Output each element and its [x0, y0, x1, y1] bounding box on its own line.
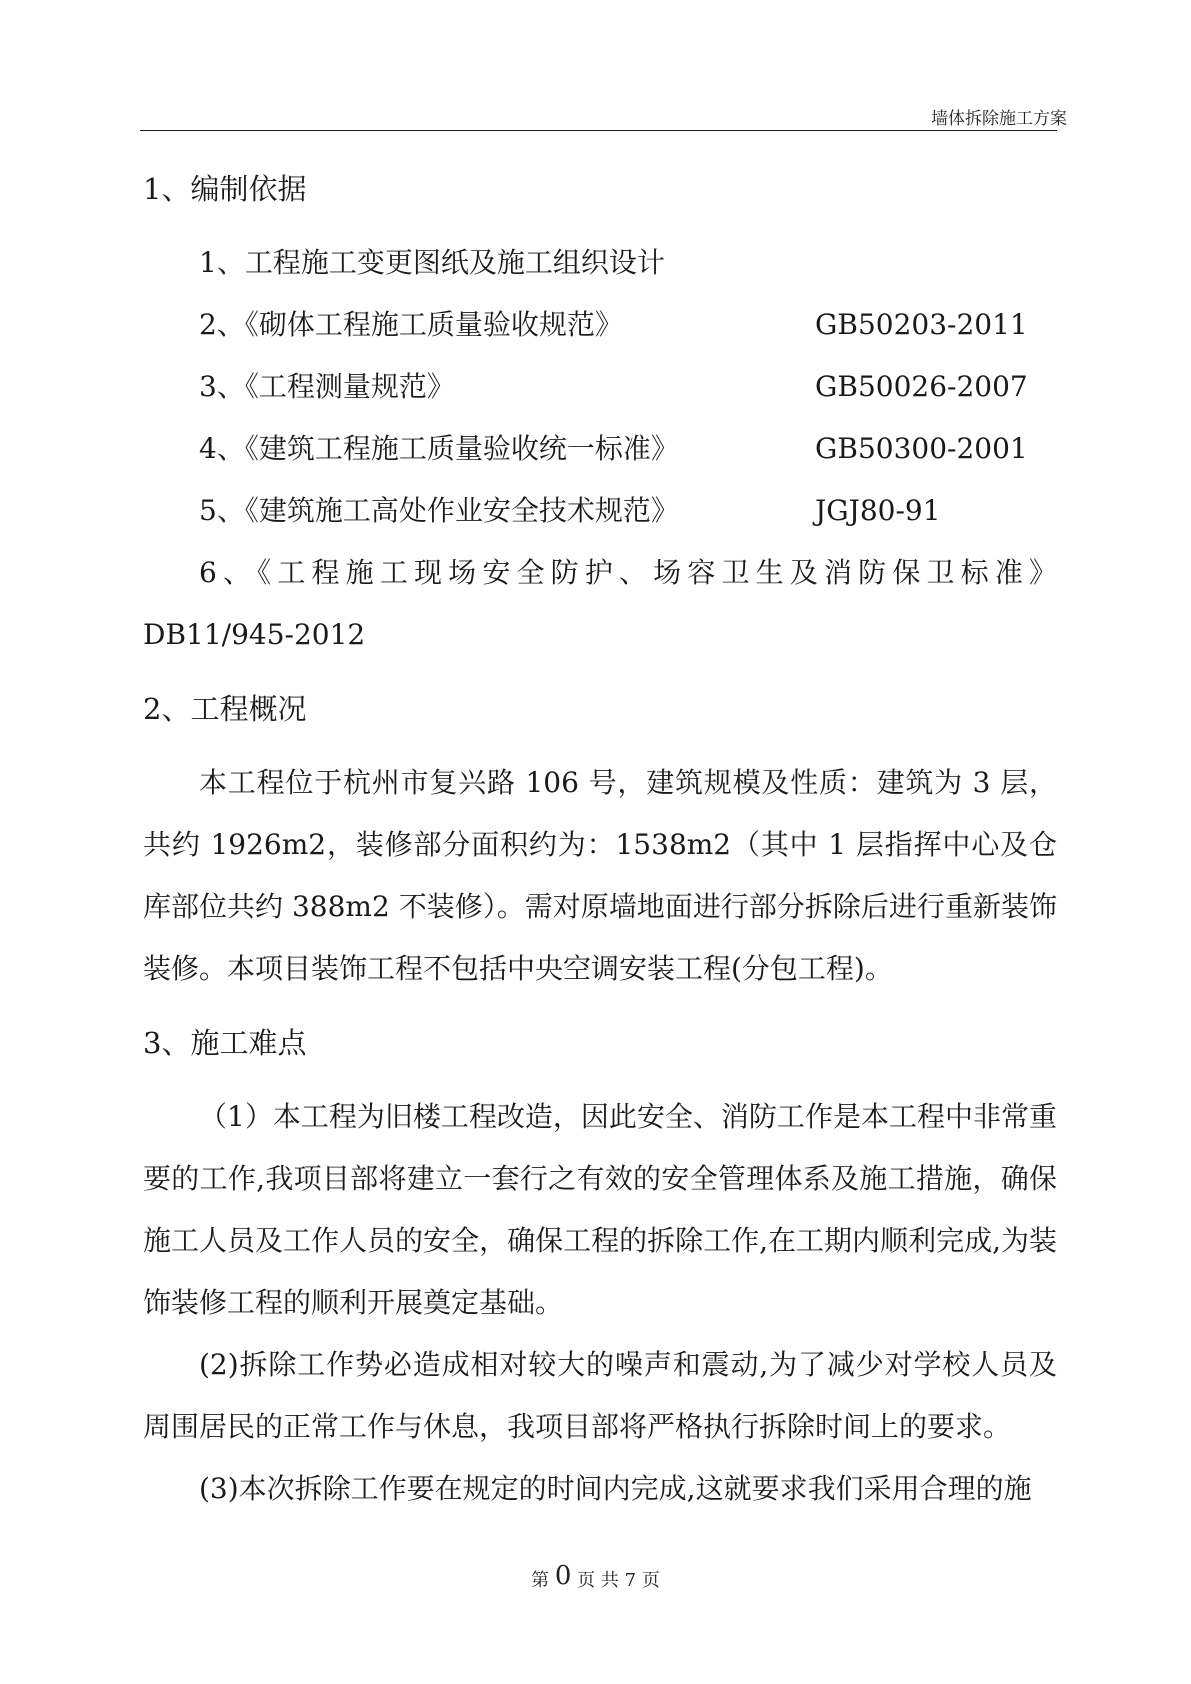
footer-total-pages: 7 — [624, 1570, 637, 1591]
footer-suffix: 页 — [641, 1570, 660, 1591]
footer-middle: 页 共 — [577, 1570, 619, 1591]
basis-item-title: 3、《工程测量规范》 — [199, 370, 455, 403]
basis-item-code: GB50203-2011 — [815, 308, 1028, 341]
page-header-title: 墙体拆除施工方案 — [931, 109, 1067, 129]
basis-item-code: GB50026-2007 — [815, 370, 1028, 403]
basis-item-code: GB50300-2001 — [815, 432, 1028, 465]
basis-item-code: JGJ80-91 — [815, 494, 941, 527]
basis-item-6-title: 6、《工程施工现场安全防护、场容卫生及消防保卫标准》 — [199, 556, 1057, 589]
basis-item-2 — [143, 294, 1057, 356]
basis-item-title: 5、《建筑施工高处作业安全技术规范》 — [199, 494, 679, 527]
footer-prefix: 第 — [531, 1570, 550, 1591]
basis-item-1: 1、工程施工变更图纸及施工组织设计 — [199, 246, 665, 279]
document-body — [143, 158, 1057, 1520]
basis-item-6-code: DB11/945-2012 — [143, 618, 366, 651]
page-footer — [0, 1563, 1191, 1593]
basis-item-3 — [143, 356, 1057, 418]
basis-item-4 — [143, 418, 1057, 480]
basis-item-title: 4、《建筑工程施工质量验收统一标准》 — [199, 432, 679, 465]
header-rule — [140, 130, 1057, 131]
difficulty-paragraph-3: (3)本次拆除工作要在规定的时间内完成,这就要求我们采用合理的施 — [199, 1472, 1032, 1505]
basis-item-title: 2、《砌体工程施工质量验收规范》 — [199, 308, 623, 341]
footer-page-number: 0 — [554, 1561, 572, 1591]
basis-item-5 — [143, 480, 1057, 542]
section-1-heading: 1、编制依据 — [143, 172, 307, 206]
difficulty-paragraph-1: （1）本工程为旧楼工程改造，因此安全、消防工作是本工程中非常重要的工作,我项目部将建立一套行之有效的安全管理体系及施工措施，确保施工人员及工作人员的安全，确保工程的拆除工作,在工期内顺利完成,为装饰装修工程的顺利开展奠定基础。 — [143, 1100, 1057, 1319]
difficulty-paragraph-2: (2)拆除工作势必造成相对较大的噪声和震动,为了减少对学校人员及周围居民的正常工作与休息，我项目部将严格执行拆除时间上的要求。 — [143, 1348, 1057, 1443]
section-3-heading: 3、施工难点 — [143, 1026, 307, 1060]
overview-paragraph: 本工程位于杭州市复兴路 106 号，建筑规模及性质：建筑为 3 层，共约 1926m2，装修部分面积约为：1538m2（其中 1 层指挥中心及仓库部位共约 388m2 不装修）。需对原墙地面进行部分拆除后进行重新装饰装修。本项目装饰工程不包括中央空调安装工程(分包工程)。 — [143, 766, 1057, 985]
section-2-heading: 2、工程概况 — [143, 692, 307, 726]
